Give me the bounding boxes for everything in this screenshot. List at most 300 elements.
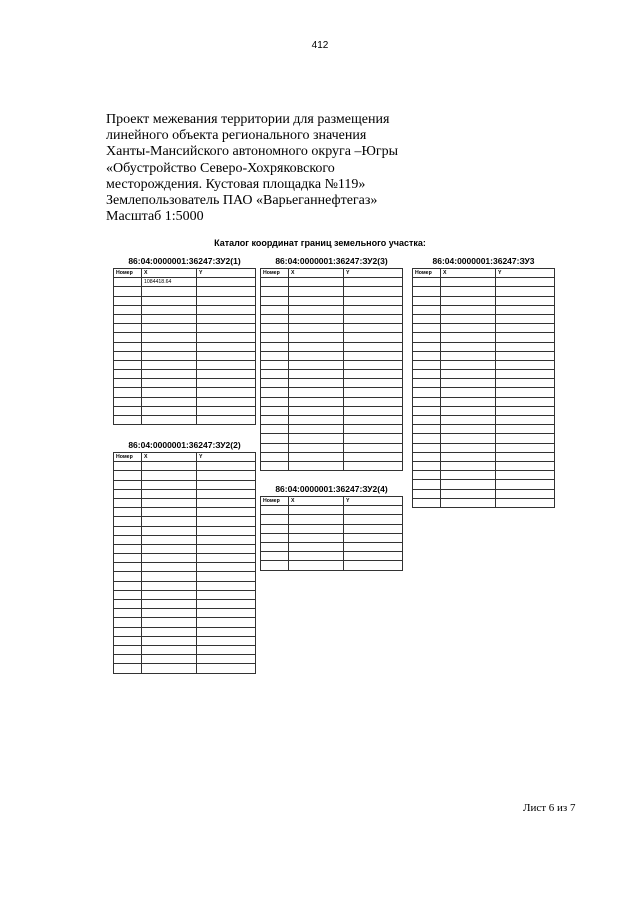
table-row [114,296,256,305]
x-coordinate-cell [142,351,197,360]
point-number-cell [114,296,142,305]
point-number-cell [114,609,142,618]
x-coordinate-cell [289,333,344,342]
y-coordinate-cell [197,636,256,645]
point-number-cell [413,333,441,342]
point-number-cell [413,342,441,351]
coordinate-table-zu3 [412,256,555,508]
y-coordinate-cell [197,655,256,664]
y-coordinate-cell [344,342,403,351]
table-row [261,351,403,360]
point-number-cell [114,351,142,360]
table-caption: 86:04:0000001:36247:ЗУ2(1) [128,256,241,266]
y-coordinate-cell [197,563,256,572]
x-coordinate-cell [289,305,344,314]
point-number-cell [114,517,142,526]
x-coordinate-cell [142,517,197,526]
x-coordinate-cell [441,397,496,406]
point-number-cell [261,360,289,369]
point-number-cell [261,278,289,287]
point-number-cell [114,305,142,314]
x-coordinate-cell [142,342,197,351]
y-coordinate-cell [344,552,403,561]
title-line: Проект межевания территории для размещения [106,112,390,127]
x-coordinate-cell [289,360,344,369]
x-coordinate-cell [289,416,344,425]
table-row [114,508,256,517]
table-row [261,561,403,570]
y-coordinate-cell [197,379,256,388]
table-caption: 86:04:0000001:36247:ЗУ2(3) [275,256,388,266]
table-row [114,342,256,351]
point-number-cell [261,324,289,333]
y-coordinate-cell [197,416,256,425]
y-coordinate-cell [344,351,403,360]
y-coordinate-cell [197,351,256,360]
column-header: X [142,453,197,462]
x-coordinate-cell [142,416,197,425]
table-row [114,388,256,397]
table-row [114,397,256,406]
x-coordinate-cell [441,314,496,323]
table-row [261,397,403,406]
table-row [261,360,403,369]
y-coordinate-cell [197,324,256,333]
y-coordinate-cell [496,287,555,296]
coordinate-table-zu2-1 [113,256,256,425]
y-coordinate-cell [197,535,256,544]
table-row [114,480,256,489]
point-number-cell [114,406,142,415]
table-header-row [114,269,256,278]
y-coordinate-cell [344,296,403,305]
point-number-cell [261,416,289,425]
point-number-cell [261,305,289,314]
x-coordinate-cell [142,296,197,305]
point-number-cell [413,314,441,323]
y-coordinate-cell [496,461,555,470]
y-coordinate-cell [197,480,256,489]
table-row [413,425,555,434]
table-row [114,563,256,572]
sheet-number: Лист 6 из 7 [523,802,576,814]
x-coordinate-cell [142,305,197,314]
x-coordinate-cell [441,471,496,480]
point-number-cell [114,287,142,296]
point-number-cell [114,379,142,388]
table-row [114,305,256,314]
coordinate-table [113,452,256,674]
y-coordinate-cell [197,609,256,618]
x-coordinate-cell [289,370,344,379]
table-row [261,416,403,425]
y-coordinate-cell [496,498,555,507]
table-row [413,379,555,388]
coordinate-table [260,268,403,471]
x-coordinate-cell [289,379,344,388]
point-number-cell [413,370,441,379]
x-coordinate-cell [441,452,496,461]
table-row [114,664,256,673]
point-number-cell [261,506,289,515]
table-row [114,471,256,480]
table-row [261,425,403,434]
x-coordinate-cell [142,480,197,489]
table-row [114,287,256,296]
y-coordinate-cell [344,524,403,533]
x-coordinate-cell [441,379,496,388]
point-number-cell [413,406,441,415]
point-number-cell [114,664,142,673]
y-coordinate-cell [344,278,403,287]
x-coordinate-cell [441,480,496,489]
point-number-cell [413,471,441,480]
y-coordinate-cell [197,406,256,415]
title-line: линейного объекта регионального значения [106,128,367,144]
point-number-cell [261,287,289,296]
table-caption: 86:04:0000001:36247:ЗУ3 [432,256,535,266]
x-coordinate-cell [142,554,197,563]
table-row [413,452,555,461]
x-coordinate-cell [142,618,197,627]
table-row [114,581,256,590]
x-coordinate-cell [289,278,344,287]
point-number-cell [413,379,441,388]
point-number-cell [261,314,289,323]
y-coordinate-cell [496,434,555,443]
point-number-cell [413,434,441,443]
table-row [114,544,256,553]
x-coordinate-cell [289,542,344,551]
x-coordinate-cell [142,664,197,673]
y-coordinate-cell [496,351,555,360]
x-coordinate-cell: 1084418.64 [142,278,197,287]
y-coordinate-cell [197,278,256,287]
y-coordinate-cell [197,370,256,379]
point-number-cell [114,314,142,323]
table-row [413,416,555,425]
y-coordinate-cell [197,508,256,517]
point-number-cell [114,535,142,544]
point-number-cell [413,416,441,425]
table-row [261,406,403,415]
x-coordinate-cell [441,461,496,470]
point-number-cell [114,324,142,333]
table-row [114,655,256,664]
table-row [261,278,403,287]
x-coordinate-cell [441,324,496,333]
y-coordinate-cell [344,406,403,415]
table-row [114,406,256,415]
table-row [413,498,555,507]
point-number-cell [114,489,142,498]
table-row [413,406,555,415]
point-number-cell [114,554,142,563]
table-row [261,533,403,542]
point-number-cell [114,581,142,590]
column-header: X [289,269,344,278]
x-coordinate-cell [441,434,496,443]
x-coordinate-cell [289,314,344,323]
point-number-cell [114,572,142,581]
column-header: X [142,269,197,278]
y-coordinate-cell [496,406,555,415]
y-coordinate-cell [197,489,256,498]
x-coordinate-cell [142,636,197,645]
column-header: X [441,269,496,278]
y-coordinate-cell [496,333,555,342]
y-coordinate-cell [496,370,555,379]
point-number-cell [261,342,289,351]
x-coordinate-cell [441,360,496,369]
y-coordinate-cell [496,278,555,287]
point-number-cell [413,461,441,470]
table-row [114,517,256,526]
table-row [114,333,256,342]
column-header: Номер [261,269,289,278]
x-coordinate-cell [289,552,344,561]
x-coordinate-cell [142,287,197,296]
point-number-cell [261,296,289,305]
point-number-cell [413,324,441,333]
table-row [261,515,403,524]
point-number-cell [261,370,289,379]
table-row [261,314,403,323]
point-number-cell [114,636,142,645]
y-coordinate-cell [344,443,403,452]
point-number-cell [261,524,289,533]
point-number-cell [261,461,289,470]
x-coordinate-cell [289,506,344,515]
x-coordinate-cell [441,287,496,296]
point-number-cell [261,533,289,542]
table-row [114,351,256,360]
x-coordinate-cell [289,443,344,452]
y-coordinate-cell [344,397,403,406]
table-row [114,609,256,618]
y-coordinate-cell [496,416,555,425]
x-coordinate-cell [289,388,344,397]
x-coordinate-cell [441,351,496,360]
point-number-cell [114,278,142,287]
y-coordinate-cell [496,471,555,480]
x-coordinate-cell [441,443,496,452]
coordinate-table [113,268,256,425]
table-row [261,452,403,461]
x-coordinate-cell [142,314,197,323]
point-number-cell [261,515,289,524]
x-coordinate-cell [289,425,344,434]
coordinate-table [260,496,403,571]
table-header-row [114,453,256,462]
x-coordinate-cell [142,360,197,369]
point-number-cell [413,351,441,360]
point-number-cell [114,416,142,425]
table-row [413,370,555,379]
x-coordinate-cell [289,324,344,333]
y-coordinate-cell [197,342,256,351]
y-coordinate-cell [197,581,256,590]
x-coordinate-cell [289,452,344,461]
page-number: 412 [311,40,329,51]
y-coordinate-cell [197,664,256,673]
y-coordinate-cell [197,388,256,397]
table-row [114,618,256,627]
y-coordinate-cell [197,305,256,314]
x-coordinate-cell [142,498,197,507]
x-coordinate-cell [142,544,197,553]
x-coordinate-cell [142,590,197,599]
point-number-cell [114,526,142,535]
coordinate-table-zu2-4 [260,484,403,571]
table-row [114,360,256,369]
title-block [106,112,446,225]
x-coordinate-cell [142,526,197,535]
x-coordinate-cell [289,351,344,360]
y-coordinate-cell [344,314,403,323]
point-number-cell [413,360,441,369]
point-number-cell [261,552,289,561]
x-coordinate-cell [289,287,344,296]
table-row [114,636,256,645]
column-header: Y [496,269,555,278]
table-row [413,434,555,443]
y-coordinate-cell [197,590,256,599]
point-number-cell [413,305,441,314]
y-coordinate-cell [197,554,256,563]
table-caption: 86:04:0000001:36247:ЗУ2(4) [275,484,388,494]
x-coordinate-cell [289,342,344,351]
y-coordinate-cell [197,333,256,342]
point-number-cell [261,379,289,388]
point-number-cell [413,287,441,296]
y-coordinate-cell [197,397,256,406]
y-coordinate-cell [496,425,555,434]
x-coordinate-cell [289,397,344,406]
table-caption: 86:04:0000001:36247:ЗУ2(2) [128,440,241,450]
x-coordinate-cell [142,333,197,342]
x-coordinate-cell [289,406,344,415]
point-number-cell [114,388,142,397]
table-row [261,524,403,533]
x-coordinate-cell [441,388,496,397]
x-coordinate-cell [441,342,496,351]
y-coordinate-cell [344,360,403,369]
table-row [413,278,555,287]
table-row [413,342,555,351]
point-number-cell [413,278,441,287]
table-row [114,314,256,323]
y-coordinate-cell [496,305,555,314]
y-coordinate-cell [197,544,256,553]
column-header: Y [197,453,256,462]
table-row [413,443,555,452]
y-coordinate-cell [197,572,256,581]
table-row [114,526,256,535]
column-header: Номер [261,497,289,506]
coordinate-table-zu2-2 [113,440,256,674]
x-coordinate-cell [142,379,197,388]
table-row [413,351,555,360]
y-coordinate-cell [197,287,256,296]
y-coordinate-cell [344,305,403,314]
x-coordinate-cell [142,627,197,636]
y-coordinate-cell [197,600,256,609]
point-number-cell [413,397,441,406]
point-number-cell [261,406,289,415]
y-coordinate-cell [197,296,256,305]
table-row [114,278,256,287]
y-coordinate-cell [344,379,403,388]
point-number-cell [114,508,142,517]
x-coordinate-cell [142,406,197,415]
coordinate-table [412,268,555,508]
table-header-row [261,497,403,506]
point-number-cell [261,561,289,570]
table-row [413,461,555,470]
point-number-cell [114,544,142,553]
table-row [261,461,403,470]
table-row [261,388,403,397]
point-number-cell [413,425,441,434]
table-row [261,333,403,342]
y-coordinate-cell [197,314,256,323]
table-row [261,296,403,305]
table-row [261,506,403,515]
point-number-cell [114,618,142,627]
point-number-cell [114,397,142,406]
x-coordinate-cell [142,471,197,480]
table-row [261,379,403,388]
table-row [413,333,555,342]
x-coordinate-cell [289,461,344,470]
y-coordinate-cell [197,517,256,526]
y-coordinate-cell [197,645,256,654]
coordinate-table-zu2-3 [260,256,403,471]
column-header: Номер [413,269,441,278]
table-row [413,305,555,314]
title-line: Ханты-Мансийского автономного округа –Югры [106,144,399,160]
table-row [114,572,256,581]
x-coordinate-cell [142,563,197,572]
table-row [261,443,403,452]
x-coordinate-cell [142,655,197,664]
x-coordinate-cell [142,535,197,544]
catalog-title: Каталог координат границ земельного участка: [214,238,426,248]
point-number-cell [413,388,441,397]
y-coordinate-cell [496,397,555,406]
x-coordinate-cell [289,561,344,570]
point-number-cell [413,489,441,498]
table-row [413,397,555,406]
table-row [413,314,555,323]
point-number-cell [114,480,142,489]
y-coordinate-cell [344,452,403,461]
y-coordinate-cell [344,416,403,425]
table-row [261,342,403,351]
table-row [261,305,403,314]
table-row [114,324,256,333]
x-coordinate-cell [289,524,344,533]
y-coordinate-cell [344,533,403,542]
x-coordinate-cell [142,609,197,618]
y-coordinate-cell [496,480,555,489]
point-number-cell [413,480,441,489]
y-coordinate-cell [197,627,256,636]
table-row [114,379,256,388]
y-coordinate-cell [496,324,555,333]
y-coordinate-cell [344,324,403,333]
